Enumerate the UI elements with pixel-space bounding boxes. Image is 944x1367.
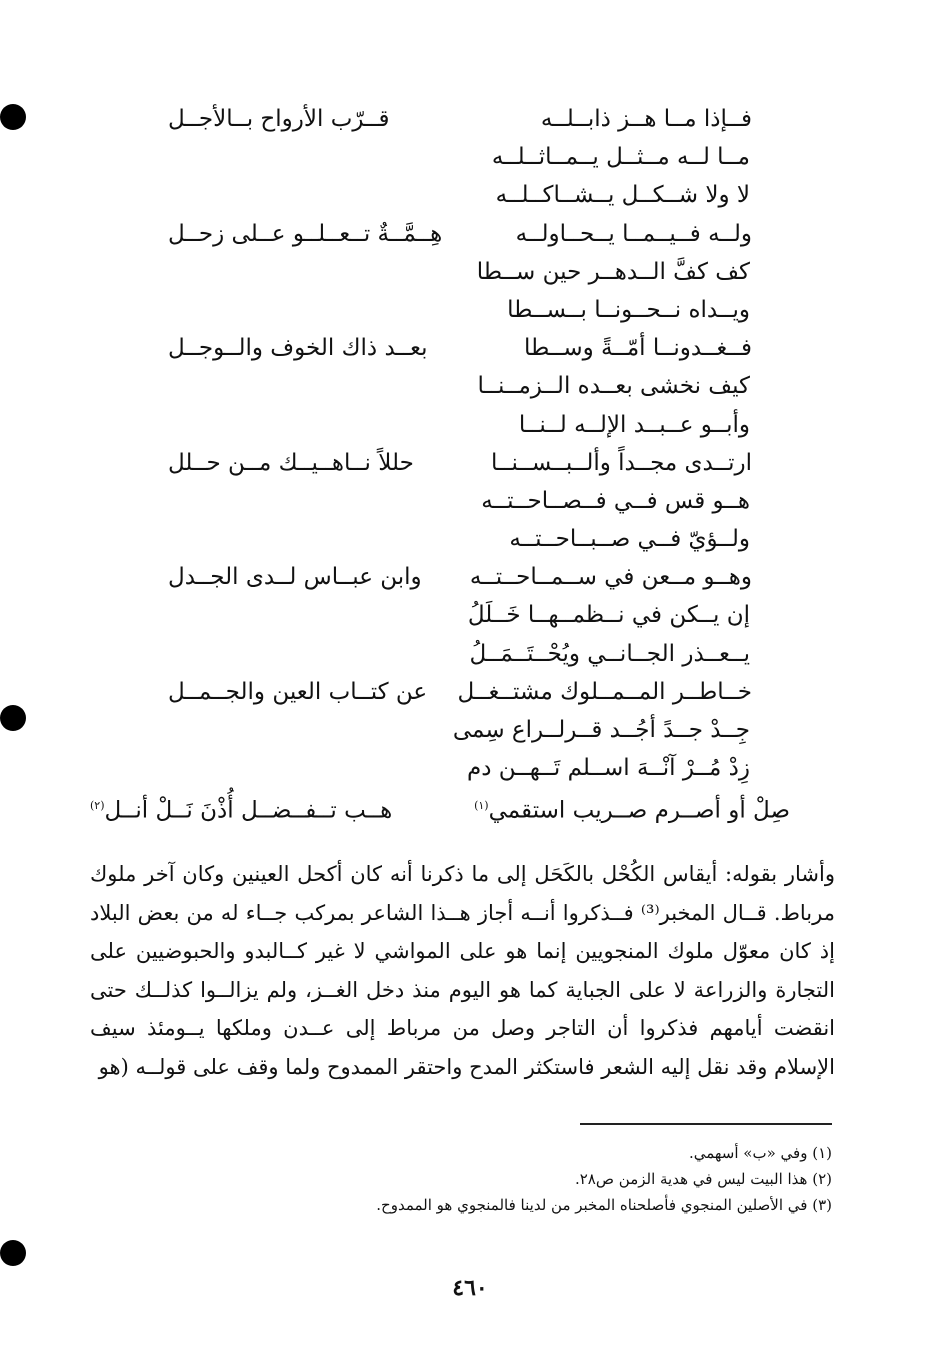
verse-line: جِــدْ جــدً أجُــد قــرلــراع سِمى (452, 717, 750, 743)
verse-second-hemistich: وابن عبــاس لــدى الجــدل (168, 564, 422, 591)
footnote: (٢) هذا البيت ليس في هدية الزمن ص٢٨. (574, 1170, 832, 1188)
footnote-divider (580, 1123, 832, 1125)
poem-verse (120, 291, 760, 329)
footnote-marker: (١) (474, 799, 489, 813)
verse-line: زِدْ مُــرْ آنْــهَ اســلم تَــهــن دم (467, 755, 750, 782)
verse-line: يــعــذر الجــانــي ويُحْــتَــمَــلُ (469, 640, 750, 667)
body-paragraph: وأشار بقوله: أيقاس الكُحْل بالكَحَل إلى ما ذكرنا أنه كان أكحل العينين وكان آخر ملوك مرباط. قــال المخبر⁽³⁾ فــذكروا أنــه أجاز هــذا الشاعر بمركب جــاء له من بعض البلاد إذ كان معوّل ملوك المنجويين إنما هو على المواشي لا غير كــالبدو والحبوضيين على التجارة والزراعة لا على الجباية كما هو اليوم منذ دخل الغــز، ولم يزالــوا كذلــك حتى انقضت أيامهم فذكروا أن التاجر وصل من مرباط إلى عــدن وملكها يــومئذ سيف الإسلام وقد نقل إليه الشعر فاستكثر المدح واحتقر الممدوح ولما وقف على قولــه (هو (90, 862, 835, 1079)
poem-verse (120, 215, 760, 253)
verse-first-hemistich: وهــو مــعن في ســمــاحــتــه (469, 564, 752, 591)
verse-first-hemistich: فــإذا مــا هــز ذابــلــه (540, 106, 752, 132)
verse-line: ولــؤيّ فــي صــبــاحــتــه (509, 526, 750, 553)
poem (90, 100, 790, 826)
verse-line: مــا لــه مــثــل يــمــاثــلــه (491, 144, 750, 171)
footnote-marker: (٢) (90, 799, 105, 813)
footnote: (٣) في الأصلين المنجوي فأصلحناه المخبر من لدينا فالمنجوي هو الممدوح. (376, 1196, 832, 1214)
hemistich-text: هــب تــفــضــل أُذْنَ نَــلْ أنــل (104, 798, 393, 825)
verse-first-hemistich: ولــه فــيــمــا يــحــاولــه (515, 220, 752, 247)
poem-verse (120, 100, 760, 138)
poem-verse (120, 176, 760, 214)
verse-line: ويــداه نــحــونــا بــســطا (507, 296, 750, 323)
verse-line: هــو قس فــي فــصــاحــتــه (481, 487, 750, 514)
poem-verse (120, 749, 760, 787)
verse-first-hemistich: فــغــدونــا أمّــةً وســطا (524, 335, 752, 362)
poem-verse (120, 635, 760, 673)
poem-verse (120, 558, 760, 596)
verse-line: كف كفَّ الــدهــر حين ســطا (476, 258, 750, 285)
page-number: ٤٦٠ (452, 1275, 488, 1301)
poem-verse (120, 406, 760, 444)
verse-line: لا ولا شــكــل يــشــاكــلــه (495, 182, 750, 209)
poem-verse (120, 253, 760, 291)
poem-verse (120, 673, 760, 711)
footnotes (272, 1140, 832, 1218)
poem-verse (120, 329, 760, 367)
poem-verse (120, 444, 760, 482)
verse-second-hemistich: عن كتــاب العين والجــمــل (168, 678, 428, 705)
poem-verse (120, 482, 760, 520)
poem-verse (90, 787, 790, 825)
verse-second-hemistich (90, 787, 392, 830)
verse-first-hemistich: ارتــدى مجــداً وألــبــســنــا (491, 449, 752, 476)
poem-verse (120, 520, 760, 558)
verse-second-hemistich: حللاً نــاهــيــك مــن حــلل (168, 449, 414, 476)
verse-second-hemistich: قــرّب الأرواح بــالأجــل (168, 106, 390, 132)
footnote: (١) وفي «ب» أسهمي. (688, 1144, 832, 1162)
binder-hole (0, 1240, 26, 1266)
verse-line: كيف نخشى بعــده الــزمــنــا (477, 373, 750, 400)
hemistich-text: صِلْ أو أصــرم صــريب استقمي (488, 798, 790, 825)
poem-verse (120, 138, 760, 176)
verse-first-hemistich (474, 787, 790, 830)
binder-hole (0, 104, 26, 130)
verse-line: إن يــكن في نــظمــهــا خَــلَلُ (467, 602, 750, 629)
poem-verse (120, 367, 760, 405)
verse-first-hemistich: خــاطــر المــمــلوك مشتــغــل (457, 678, 752, 705)
verse-line: وأبــو عــبــد الإلــه لــنــا (518, 411, 750, 438)
poem-verse (120, 711, 760, 749)
verse-second-hemistich: بعــد ذاك الخوف والــوجــل (168, 335, 428, 362)
poem-verse (120, 596, 760, 634)
binder-hole (0, 705, 26, 731)
verse-second-hemistich: هِــمَّــةٌ تــعــلــو عــلى زحــل (168, 220, 443, 247)
